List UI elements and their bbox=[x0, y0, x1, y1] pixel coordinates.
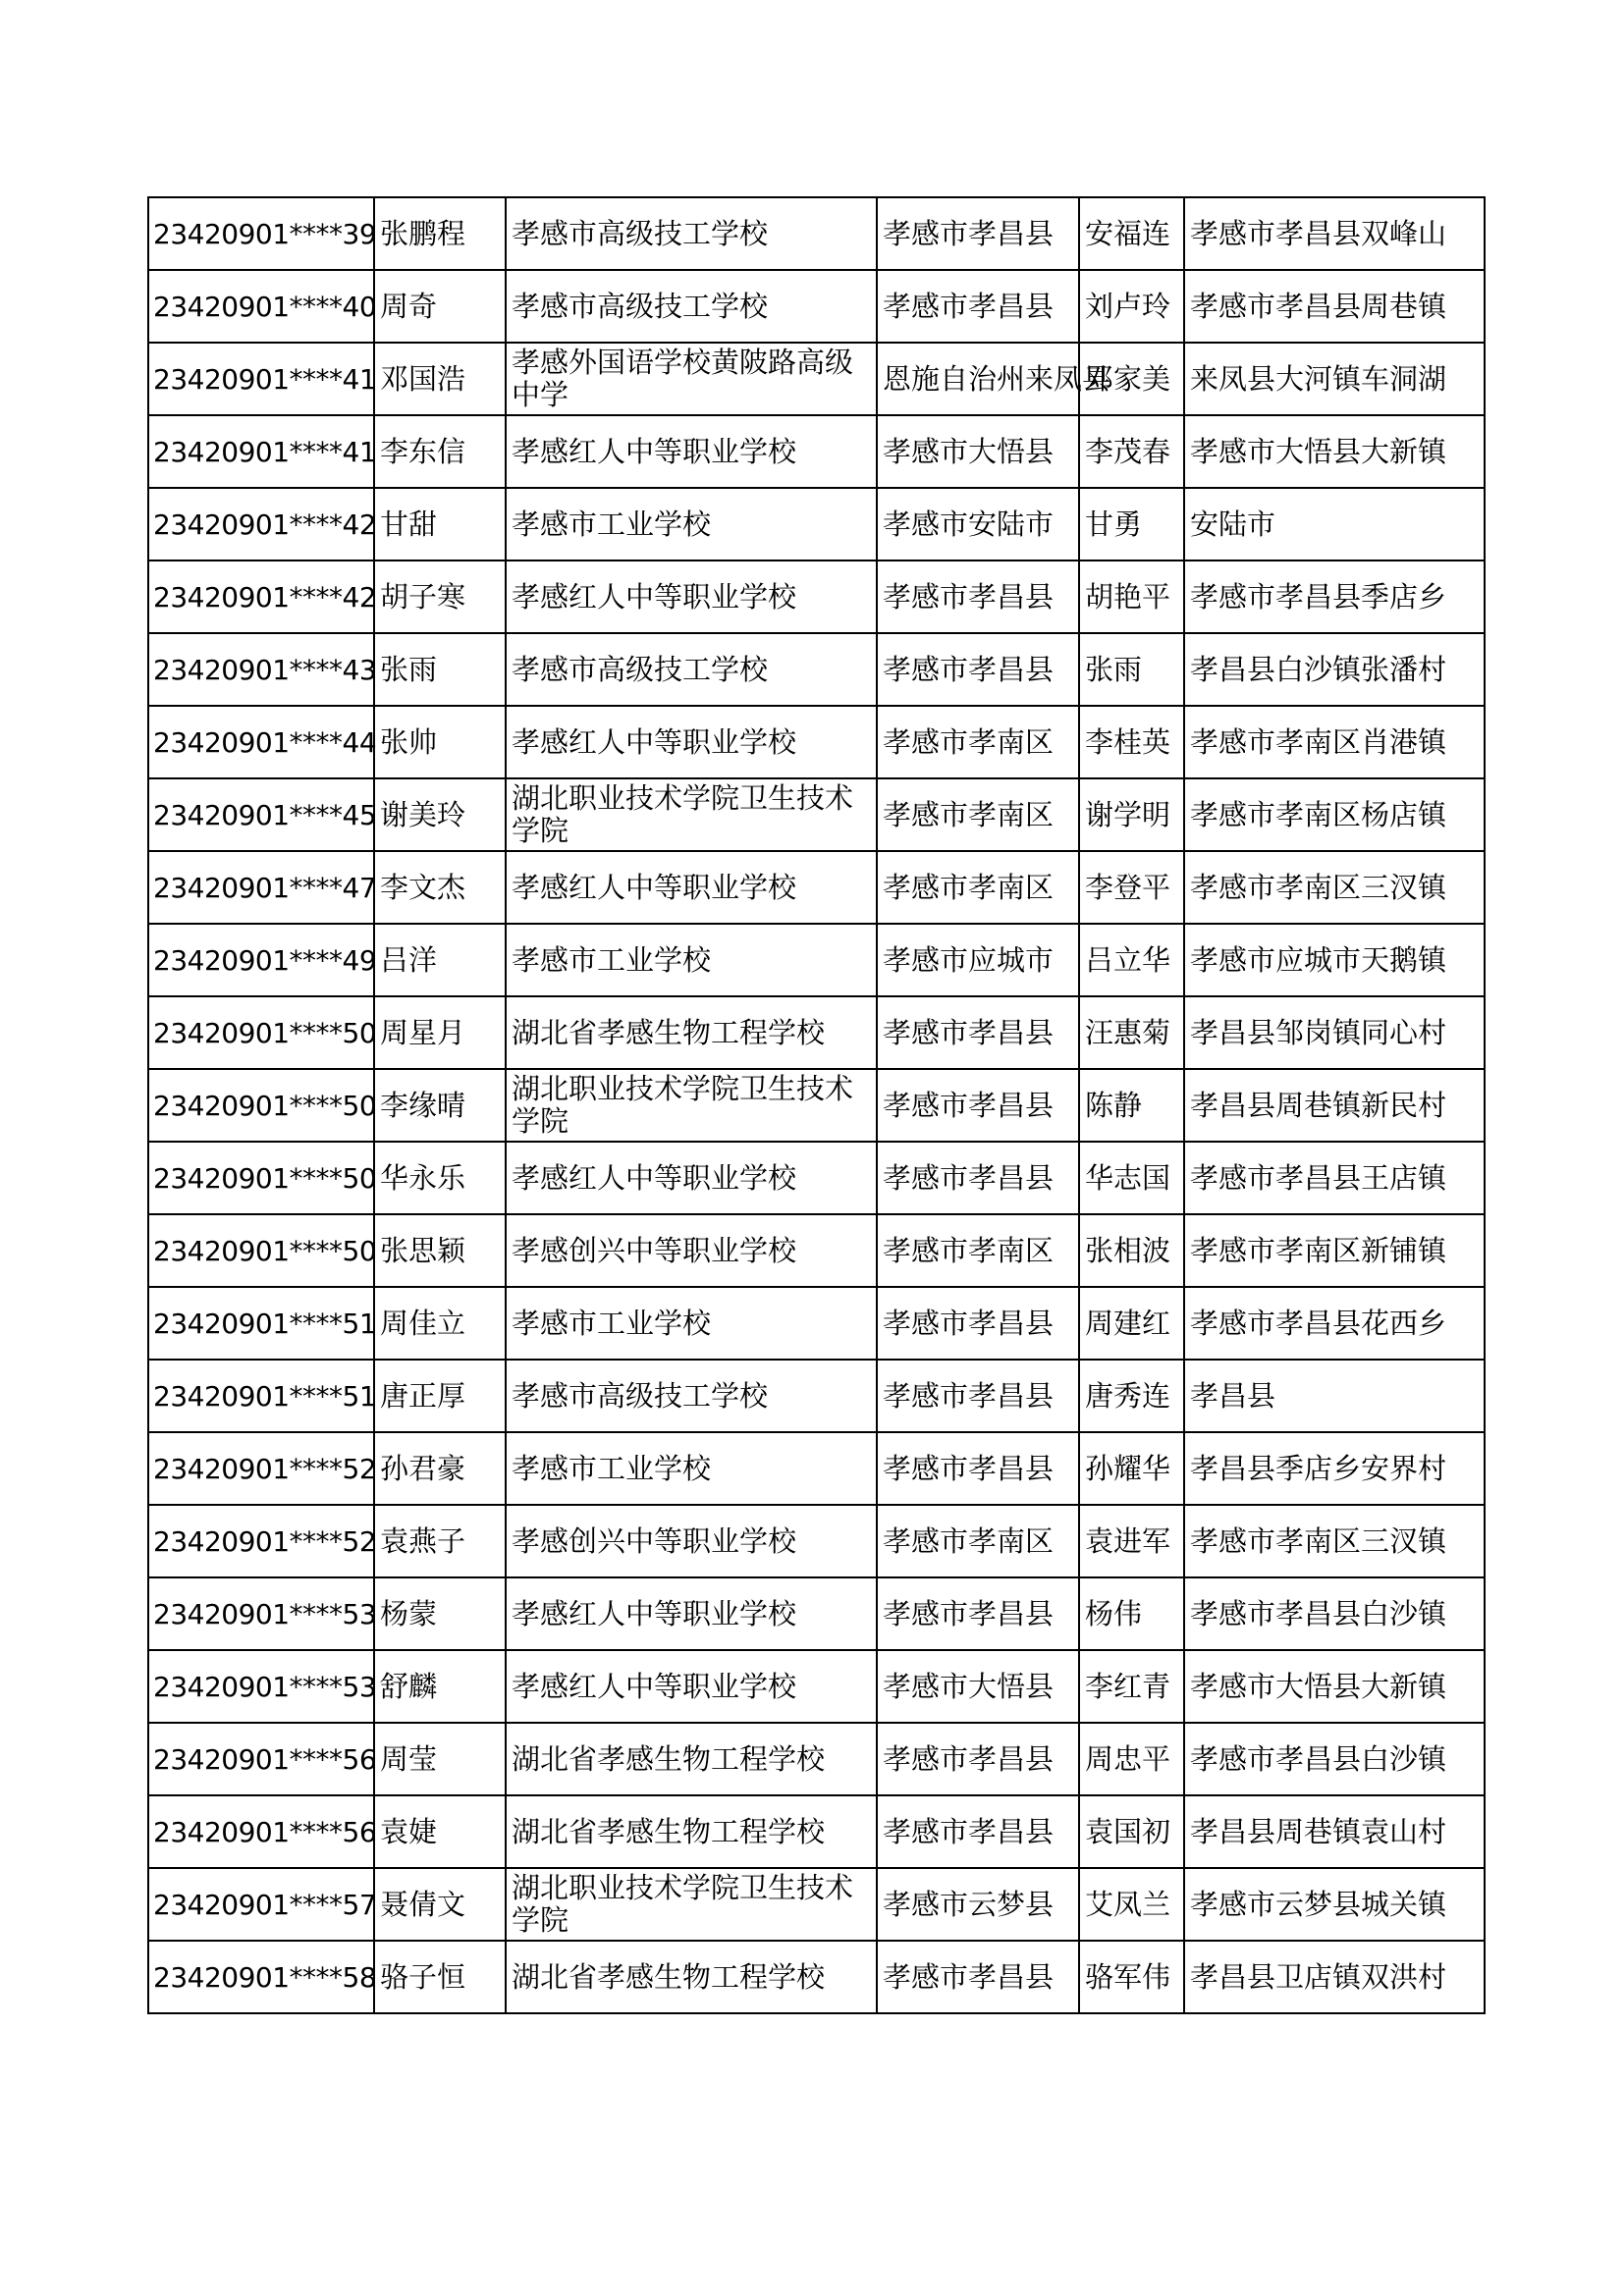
guardian-cell: 周建红 bbox=[1079, 1287, 1184, 1360]
region-cell: 孝感市孝昌县 bbox=[877, 996, 1079, 1069]
school-cell: 孝感红人中等职业学校 bbox=[506, 1142, 877, 1214]
id-cell: 23420901****43 bbox=[148, 633, 374, 706]
school-cell: 孝感红人中等职业学校 bbox=[506, 415, 877, 488]
guardian-cell: 陈静 bbox=[1079, 1069, 1184, 1142]
name-cell: 李文杰 bbox=[374, 851, 506, 924]
id-cell: 23420901****49 bbox=[148, 924, 374, 996]
region-cell: 孝感市孝南区 bbox=[877, 706, 1079, 778]
region-cell: 孝感市孝昌县 bbox=[877, 1142, 1079, 1214]
guardian-cell: 袁进军 bbox=[1079, 1505, 1184, 1577]
name-cell: 甘甜 bbox=[374, 488, 506, 561]
id-cell: 23420901****50 bbox=[148, 1069, 374, 1142]
address-cell: 孝感市孝南区杨店镇 bbox=[1184, 778, 1485, 851]
region-cell: 孝感市孝昌县 bbox=[877, 1069, 1079, 1142]
name-cell: 周佳立 bbox=[374, 1287, 506, 1360]
address-cell: 孝感市大悟县大新镇 bbox=[1184, 415, 1485, 488]
guardian-cell: 汪惠菊 bbox=[1079, 996, 1184, 1069]
school-cell: 孝感红人中等职业学校 bbox=[506, 1650, 877, 1723]
school-cell: 湖北省孝感生物工程学校 bbox=[506, 1795, 877, 1868]
region-cell: 孝感市云梦县 bbox=[877, 1868, 1079, 1941]
id-cell: 23420901****53 bbox=[148, 1650, 374, 1723]
table-row bbox=[148, 1650, 1485, 1723]
name-cell: 谢美玲 bbox=[374, 778, 506, 851]
guardian-cell: 唐秀连 bbox=[1079, 1360, 1184, 1432]
address-cell: 孝感市应城市天鹅镇 bbox=[1184, 924, 1485, 996]
id-cell: 23420901****42 bbox=[148, 561, 374, 633]
table-row bbox=[148, 1868, 1485, 1941]
id-cell: 23420901****51 bbox=[148, 1360, 374, 1432]
region-cell: 孝感市孝昌县 bbox=[877, 197, 1079, 270]
name-cell: 胡子寒 bbox=[374, 561, 506, 633]
name-cell: 张思颖 bbox=[374, 1214, 506, 1287]
table-row bbox=[148, 197, 1485, 270]
address-cell: 孝感市大悟县大新镇 bbox=[1184, 1650, 1485, 1723]
name-cell: 李东信 bbox=[374, 415, 506, 488]
school-cell: 湖北省孝感生物工程学校 bbox=[506, 996, 877, 1069]
name-cell: 舒麟 bbox=[374, 1650, 506, 1723]
table-row bbox=[148, 1577, 1485, 1650]
id-cell: 23420901****50 bbox=[148, 1214, 374, 1287]
id-cell: 23420901****56 bbox=[148, 1723, 374, 1795]
name-cell: 杨蒙 bbox=[374, 1577, 506, 1650]
address-cell: 孝感市孝昌县白沙镇 bbox=[1184, 1577, 1485, 1650]
school-cell: 孝感市工业学校 bbox=[506, 924, 877, 996]
region-cell: 孝感市孝昌县 bbox=[877, 1795, 1079, 1868]
id-cell: 23420901****42 bbox=[148, 488, 374, 561]
id-cell: 23420901****41 bbox=[148, 415, 374, 488]
id-cell: 23420901****56 bbox=[148, 1795, 374, 1868]
table-row bbox=[148, 706, 1485, 778]
guardian-cell: 胡艳平 bbox=[1079, 561, 1184, 633]
address-cell: 孝感市孝昌县王店镇 bbox=[1184, 1142, 1485, 1214]
guardian-cell: 李桂英 bbox=[1079, 706, 1184, 778]
guardian-cell: 孙耀华 bbox=[1079, 1432, 1184, 1505]
guardian-cell: 李红青 bbox=[1079, 1650, 1184, 1723]
name-cell: 周奇 bbox=[374, 270, 506, 343]
region-cell: 孝感市应城市 bbox=[877, 924, 1079, 996]
address-cell: 孝昌县邹岗镇同心村 bbox=[1184, 996, 1485, 1069]
guardian-cell: 吕立华 bbox=[1079, 924, 1184, 996]
address-cell: 孝感市孝昌县周巷镇 bbox=[1184, 270, 1485, 343]
school-cell: 孝感市高级技工学校 bbox=[506, 1360, 877, 1432]
name-cell: 孙君豪 bbox=[374, 1432, 506, 1505]
table-row bbox=[148, 270, 1485, 343]
table-row bbox=[148, 488, 1485, 561]
school-cell: 孝感红人中等职业学校 bbox=[506, 851, 877, 924]
table-row bbox=[148, 851, 1485, 924]
name-cell: 张帅 bbox=[374, 706, 506, 778]
school-cell: 孝感红人中等职业学校 bbox=[506, 1577, 877, 1650]
region-cell: 孝感市孝南区 bbox=[877, 1214, 1079, 1287]
name-cell: 周星月 bbox=[374, 996, 506, 1069]
id-cell: 23420901****53 bbox=[148, 1577, 374, 1650]
name-cell: 吕洋 bbox=[374, 924, 506, 996]
region-cell: 孝感市安陆市 bbox=[877, 488, 1079, 561]
name-cell: 袁婕 bbox=[374, 1795, 506, 1868]
region-cell: 孝感市孝南区 bbox=[877, 1505, 1079, 1577]
school-cell: 湖北省孝感生物工程学校 bbox=[506, 1723, 877, 1795]
name-cell: 李缘晴 bbox=[374, 1069, 506, 1142]
id-cell: 23420901****40 bbox=[148, 270, 374, 343]
school-cell: 孝感创兴中等职业学校 bbox=[506, 1505, 877, 1577]
guardian-cell: 袁国初 bbox=[1079, 1795, 1184, 1868]
school-cell: 孝感市工业学校 bbox=[506, 1432, 877, 1505]
school-cell: 湖北职业技术学院卫生技术学院 bbox=[506, 1069, 877, 1142]
guardian-cell: 甘勇 bbox=[1079, 488, 1184, 561]
table-row bbox=[148, 1795, 1485, 1868]
address-cell: 安陆市 bbox=[1184, 488, 1485, 561]
address-cell: 孝感市孝昌县双峰山 bbox=[1184, 197, 1485, 270]
address-cell: 孝昌县季店乡安界村 bbox=[1184, 1432, 1485, 1505]
guardian-cell: 安福连 bbox=[1079, 197, 1184, 270]
region-cell: 孝感市孝昌县 bbox=[877, 633, 1079, 706]
school-cell: 孝感外国语学校黄陂路高级中学 bbox=[506, 343, 877, 415]
address-cell: 来凤县大河镇车洞湖 bbox=[1184, 343, 1485, 415]
id-cell: 23420901****50 bbox=[148, 996, 374, 1069]
guardian-cell: 张雨 bbox=[1079, 633, 1184, 706]
address-cell: 孝感市孝昌县季店乡 bbox=[1184, 561, 1485, 633]
name-cell: 张雨 bbox=[374, 633, 506, 706]
table-row bbox=[148, 1505, 1485, 1577]
guardian-cell: 周忠平 bbox=[1079, 1723, 1184, 1795]
id-cell: 23420901****44 bbox=[148, 706, 374, 778]
address-cell: 孝昌县白沙镇张潘村 bbox=[1184, 633, 1485, 706]
table-row bbox=[148, 778, 1485, 851]
table-row bbox=[148, 1723, 1485, 1795]
table-row bbox=[148, 996, 1485, 1069]
id-cell: 23420901****51 bbox=[148, 1287, 374, 1360]
address-cell: 孝昌县周巷镇新民村 bbox=[1184, 1069, 1485, 1142]
school-cell: 孝感市工业学校 bbox=[506, 1287, 877, 1360]
region-cell: 孝感市孝南区 bbox=[877, 778, 1079, 851]
school-cell: 湖北省孝感生物工程学校 bbox=[506, 1941, 877, 2013]
school-cell: 湖北职业技术学院卫生技术学院 bbox=[506, 778, 877, 851]
student-table-body bbox=[148, 197, 1485, 2013]
name-cell: 骆子恒 bbox=[374, 1941, 506, 2013]
school-cell: 孝感红人中等职业学校 bbox=[506, 561, 877, 633]
region-cell: 孝感市大悟县 bbox=[877, 1650, 1079, 1723]
table-row bbox=[148, 1941, 1485, 2013]
address-cell: 孝感市孝南区三汊镇 bbox=[1184, 851, 1485, 924]
region-cell: 孝感市大悟县 bbox=[877, 415, 1079, 488]
region-cell: 孝感市孝昌县 bbox=[877, 270, 1079, 343]
table-row bbox=[148, 1069, 1485, 1142]
name-cell: 邓国浩 bbox=[374, 343, 506, 415]
id-cell: 23420901****41 bbox=[148, 343, 374, 415]
school-cell: 孝感市高级技工学校 bbox=[506, 633, 877, 706]
region-cell: 孝感市孝昌县 bbox=[877, 1941, 1079, 2013]
region-cell: 孝感市孝昌县 bbox=[877, 1577, 1079, 1650]
address-cell: 孝感市孝昌县花西乡 bbox=[1184, 1287, 1485, 1360]
address-cell: 孝昌县 bbox=[1184, 1360, 1485, 1432]
table-row bbox=[148, 415, 1485, 488]
name-cell: 张鹏程 bbox=[374, 197, 506, 270]
id-cell: 23420901****47 bbox=[148, 851, 374, 924]
school-cell: 孝感市高级技工学校 bbox=[506, 197, 877, 270]
table-row bbox=[148, 1214, 1485, 1287]
id-cell: 23420901****52 bbox=[148, 1432, 374, 1505]
guardian-cell: 邓家美 bbox=[1079, 343, 1184, 415]
guardian-cell: 杨伟 bbox=[1079, 1577, 1184, 1650]
region-cell: 孝感市孝昌县 bbox=[877, 1287, 1079, 1360]
id-cell: 23420901****50 bbox=[148, 1142, 374, 1214]
guardian-cell: 骆军伟 bbox=[1079, 1941, 1184, 2013]
id-cell: 23420901****57 bbox=[148, 1868, 374, 1941]
table-row bbox=[148, 1142, 1485, 1214]
region-cell: 孝感市孝昌县 bbox=[877, 1432, 1079, 1505]
guardian-cell: 张相波 bbox=[1079, 1214, 1184, 1287]
student-table bbox=[147, 196, 1486, 2014]
address-cell: 孝感市孝昌县白沙镇 bbox=[1184, 1723, 1485, 1795]
address-cell: 孝昌县卫店镇双洪村 bbox=[1184, 1941, 1485, 2013]
school-cell: 孝感红人中等职业学校 bbox=[506, 706, 877, 778]
id-cell: 23420901****39 bbox=[148, 197, 374, 270]
school-cell: 孝感市工业学校 bbox=[506, 488, 877, 561]
school-cell: 孝感市高级技工学校 bbox=[506, 270, 877, 343]
address-cell: 孝昌县周巷镇袁山村 bbox=[1184, 1795, 1485, 1868]
name-cell: 袁燕子 bbox=[374, 1505, 506, 1577]
table-row bbox=[148, 1287, 1485, 1360]
guardian-cell: 华志国 bbox=[1079, 1142, 1184, 1214]
name-cell: 周莹 bbox=[374, 1723, 506, 1795]
id-cell: 23420901****45 bbox=[148, 778, 374, 851]
guardian-cell: 谢学明 bbox=[1079, 778, 1184, 851]
school-cell: 孝感创兴中等职业学校 bbox=[506, 1214, 877, 1287]
table-row bbox=[148, 343, 1485, 415]
name-cell: 唐正厚 bbox=[374, 1360, 506, 1432]
id-cell: 23420901****52 bbox=[148, 1505, 374, 1577]
region-cell: 孝感市孝昌县 bbox=[877, 1360, 1079, 1432]
guardian-cell: 刘卢玲 bbox=[1079, 270, 1184, 343]
table-row bbox=[148, 633, 1485, 706]
region-cell: 孝感市孝昌县 bbox=[877, 1723, 1079, 1795]
region-cell: 孝感市孝昌县 bbox=[877, 561, 1079, 633]
name-cell: 华永乐 bbox=[374, 1142, 506, 1214]
guardian-cell: 李茂春 bbox=[1079, 415, 1184, 488]
table-row bbox=[148, 1360, 1485, 1432]
guardian-cell: 李登平 bbox=[1079, 851, 1184, 924]
guardian-cell: 艾凤兰 bbox=[1079, 1868, 1184, 1941]
address-cell: 孝感市孝南区新铺镇 bbox=[1184, 1214, 1485, 1287]
address-cell: 孝感市云梦县城关镇 bbox=[1184, 1868, 1485, 1941]
table-row bbox=[148, 1432, 1485, 1505]
region-cell: 恩施自治州来凤县 bbox=[877, 343, 1079, 415]
address-cell: 孝感市孝南区肖港镇 bbox=[1184, 706, 1485, 778]
address-cell: 孝感市孝南区三汊镇 bbox=[1184, 1505, 1485, 1577]
region-cell: 孝感市孝南区 bbox=[877, 851, 1079, 924]
school-cell: 湖北职业技术学院卫生技术学院 bbox=[506, 1868, 877, 1941]
name-cell: 聂倩文 bbox=[374, 1868, 506, 1941]
id-cell: 23420901****58 bbox=[148, 1941, 374, 2013]
table-row bbox=[148, 924, 1485, 996]
table-row bbox=[148, 561, 1485, 633]
